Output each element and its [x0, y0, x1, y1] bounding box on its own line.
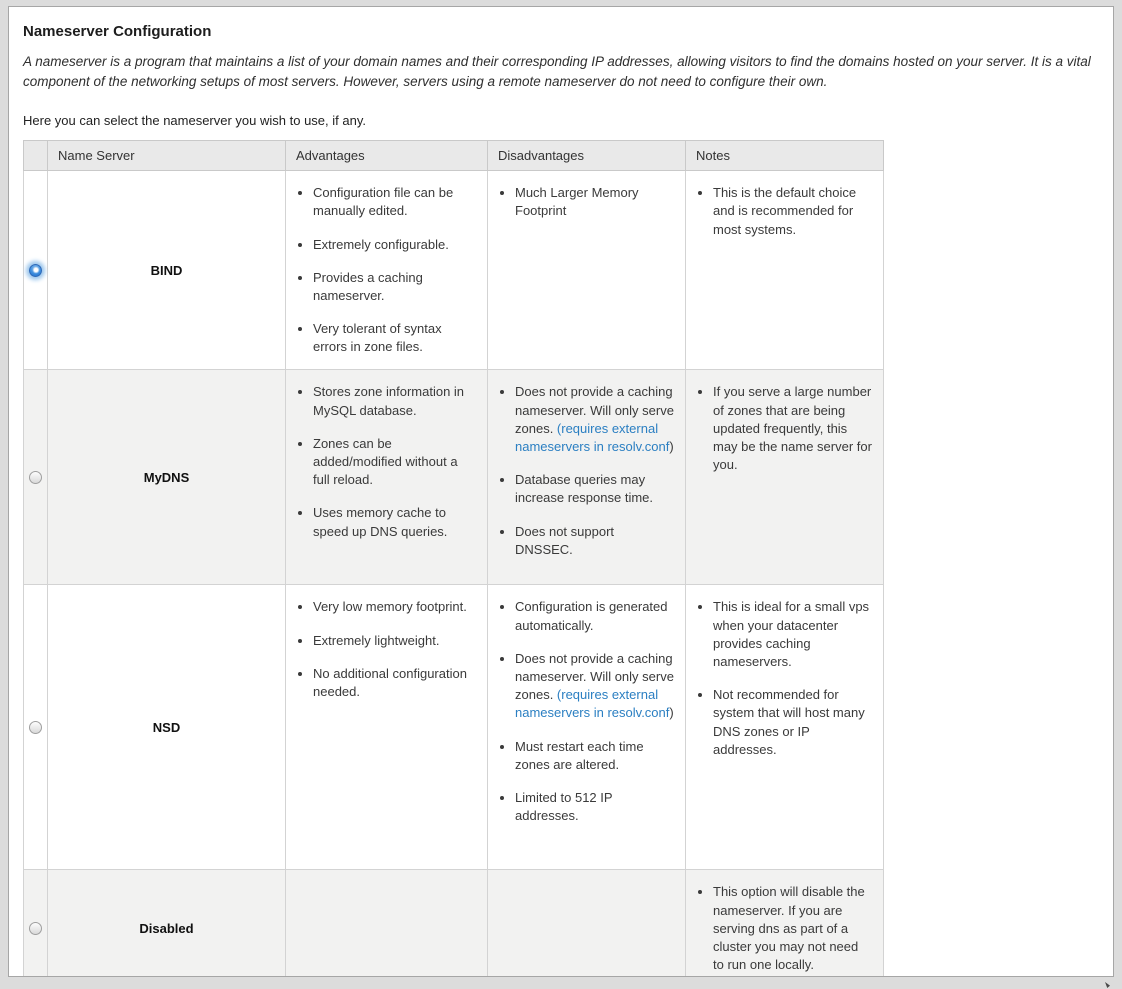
advantages-list — [297, 184, 476, 356]
radio-cell — [24, 171, 48, 370]
bullet-item: • Very low memory footprint. — [313, 598, 476, 616]
radio-cell — [24, 585, 48, 870]
bullet-item: • No additional configuration needed. — [313, 665, 476, 701]
notes-cell — [686, 585, 884, 870]
notes-list — [697, 883, 872, 974]
bullet-item: • Not recommended for system that will host many DNS zones or IP addresses. — [713, 686, 872, 759]
notes-list — [697, 184, 872, 239]
bullet-item: • This is the default choice and is recommended for most systems. — [713, 184, 872, 239]
bullet-item: • Limited to 512 IP addresses. — [515, 789, 674, 825]
notes-list — [697, 598, 872, 759]
bullet-item: • Zones can be added/modified without a full reload. — [313, 435, 476, 490]
bullet-item: • Does not provide a caching nameserver. Will only serve zones. (requires external nameservers in resolv.conf) — [515, 650, 674, 723]
notes-cell — [686, 870, 884, 977]
disadvantages-cell — [488, 171, 686, 370]
header-radio-column — [24, 141, 48, 171]
mouse-cursor — [1105, 982, 1110, 988]
table-row-disabled — [24, 870, 884, 977]
page-description: A nameserver is a program that maintains a list of your domain names and their corresponding IP addresses, allowing visitors to find the domains hosted on your server. It is a vital component of the networking setups of most servers. However, servers using a remote nameserver do not need to configure their own. — [23, 54, 1091, 89]
table-row-mydns — [24, 370, 884, 585]
bullet-item: • Very tolerant of syntax errors in zone files. — [313, 320, 476, 356]
bullet-item: • Much Larger Memory Footprint — [515, 184, 674, 220]
disadvantages-list — [499, 383, 674, 559]
radio-nsd[interactable] — [29, 721, 42, 734]
resolv-conf-link[interactable]: (requires external nameservers in resolv.conf — [515, 420, 670, 454]
nameserver-name: NSD — [48, 585, 286, 870]
table-header-row — [24, 141, 884, 171]
bullet-item: • Does not provide a caching nameserver. Will only serve zones. (requires external nameservers in resolv.conf) — [515, 383, 674, 456]
bullet-item: • Uses memory cache to speed up DNS queries. — [313, 504, 476, 540]
advantages-cell — [286, 370, 488, 585]
bullet-item: • Does not support DNSSEC. — [515, 523, 674, 559]
header-advantages: Advantages — [286, 141, 488, 171]
table-row-bind — [24, 171, 884, 370]
advantages-cell — [286, 171, 488, 370]
nameserver-name: Disabled — [48, 870, 286, 977]
instruction-text: Here you can select the nameserver you wish to use, if any. — [23, 113, 366, 129]
radio-bind[interactable] — [29, 264, 42, 277]
advantages-list — [297, 383, 476, 540]
bullet-item: • This option will disable the nameserver. If you are serving dns as part of a cluster you may not need to run one locally. — [713, 883, 872, 974]
bullet-item: • Configuration file can be manually edited. — [313, 184, 476, 220]
disadvantages-cell — [488, 370, 686, 585]
disadvantages-list — [499, 598, 674, 825]
notes-cell — [686, 171, 884, 370]
bullet-item: • Extremely configurable. — [313, 236, 476, 254]
advantages-cell — [286, 585, 488, 870]
radio-cell — [24, 370, 48, 585]
bullet-item: • This is ideal for a small vps when your datacenter provides caching nameservers. — [713, 598, 872, 671]
table-body — [24, 171, 884, 977]
disadvantages-cell — [488, 870, 686, 977]
page-title: Nameserver Configuration — [23, 23, 212, 40]
bullet-item: • Provides a caching nameserver. — [313, 269, 476, 305]
bullet-item: • If you serve a large number of zones that are being updated frequently, this may be the name server for you. — [713, 383, 872, 474]
notes-cell — [686, 370, 884, 585]
disadvantages-cell — [488, 585, 686, 870]
header-name-server: Name Server — [48, 141, 286, 171]
bullet-item: • Stores zone information in MySQL database. — [313, 383, 476, 419]
radio-disabled[interactable] — [29, 922, 42, 935]
nameserver-table — [23, 140, 884, 977]
header-notes: Notes — [686, 141, 884, 171]
bullet-item: • Must restart each time zones are altered. — [515, 738, 674, 774]
header-disadvantages: Disadvantages — [488, 141, 686, 171]
radio-cell — [24, 870, 48, 977]
notes-list — [697, 383, 872, 474]
advantages-list — [297, 598, 476, 701]
bullet-item: • Database queries may increase response time. — [515, 471, 674, 507]
nameserver-name: BIND — [48, 171, 286, 370]
nameserver-name: MyDNS — [48, 370, 286, 585]
content-panel — [8, 6, 1114, 977]
bullet-item: • Configuration is generated automatically. — [515, 598, 674, 634]
radio-mydns[interactable] — [29, 471, 42, 484]
resolv-conf-link[interactable]: (requires external nameservers in resolv.conf — [515, 687, 670, 721]
table-row-nsd — [24, 585, 884, 870]
advantages-cell — [286, 870, 488, 977]
bullet-item: • Extremely lightweight. — [313, 632, 476, 650]
disadvantages-list — [499, 184, 674, 220]
